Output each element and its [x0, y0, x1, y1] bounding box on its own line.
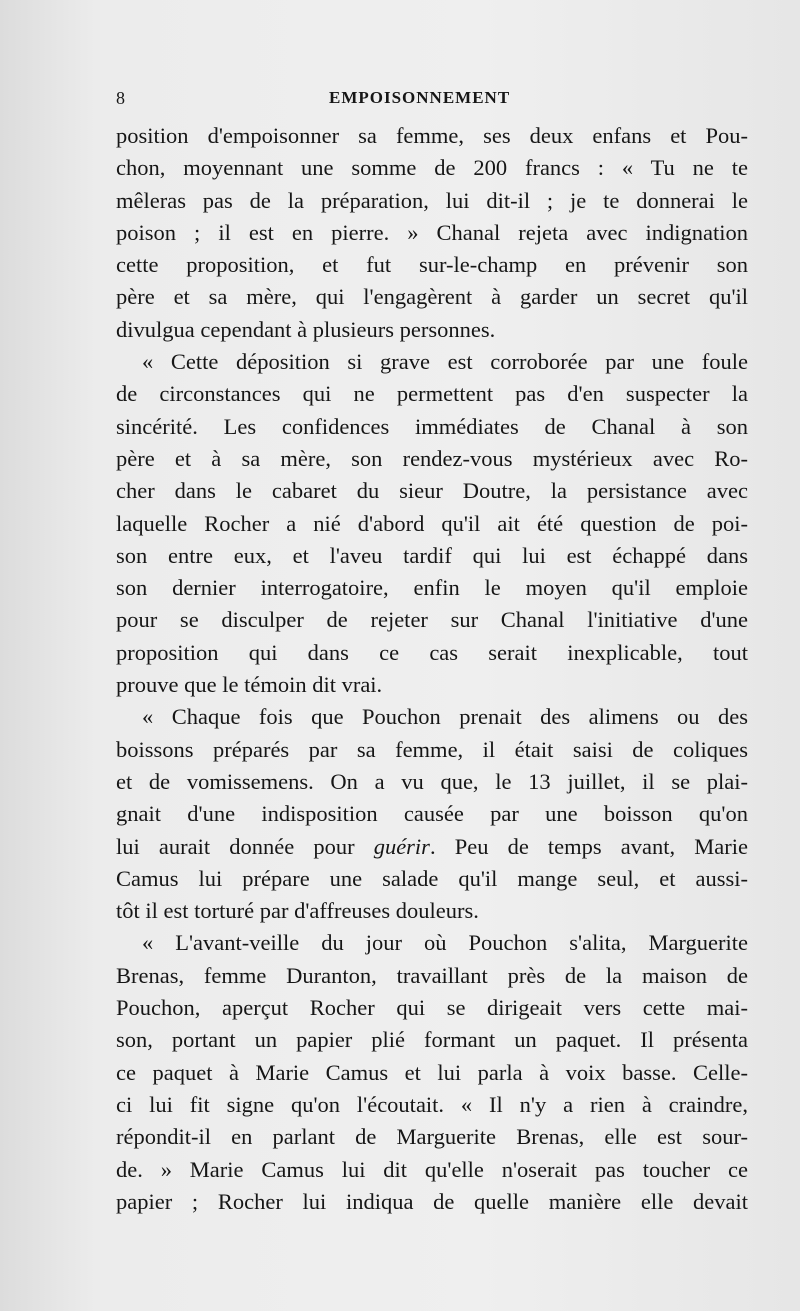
text-line: Camus lui prépare une salade qu'il mange seul, et aussi-	[116, 865, 748, 891]
text-line: proposition qui dans ce cas serait inexplicable, tout	[116, 639, 748, 665]
text-line: « Chaque fois que Pouchon prenait des alimens ou des	[142, 704, 748, 730]
text-line: père et à sa mère, son rendez-vous mystérieux avec Ro-	[116, 445, 748, 471]
text-line: « L'avant-veille du jour où Pouchon s'alita, Marguerite	[142, 930, 748, 956]
text-line: son dernier interrogatoire, enfin le moyen qu'il emploie	[116, 575, 748, 601]
paragraph	[116, 927, 748, 1218]
text-line: tôt il est torturé par d'affreuses douleurs.	[116, 898, 479, 924]
text-line: cette proposition, et fut sur-le-champ en prévenir son	[116, 252, 748, 278]
text-line: « Cette déposition si grave est corroborée par une foule	[142, 349, 748, 375]
text-line: son entre eux, et l'aveu tardif qui lui est échappé dans	[116, 542, 748, 568]
text-line: boissons préparés par sa femme, il était saisi de coliques	[116, 736, 748, 762]
text-line: divulgua cependant à plusieurs personnes.	[116, 316, 496, 342]
text-line: Brenas, femme Duranton, travaillant près de la maison de	[116, 962, 748, 988]
page-number: 8	[116, 88, 126, 108]
text-line: de. » Marie Camus lui dit qu'elle n'oserait pas toucher ce	[116, 1156, 748, 1182]
text-line: de circonstances qui ne permettent pas d'en suspecter la	[116, 381, 748, 407]
text-line: gnait d'une indisposition causée par une boisson qu'on	[116, 801, 748, 827]
paragraph	[116, 701, 748, 927]
text-line: lui aurait donnée pour guérir. Peu de temps avant, Marie	[116, 833, 748, 859]
text-line: répondit-il en parlant de Marguerite Brenas, elle est sour-	[116, 1124, 748, 1150]
paragraph	[116, 120, 748, 346]
running-title: EMPOISONNEMENT	[329, 88, 511, 107]
text-line: ce paquet à Marie Camus et lui parla à voix basse. Celle-	[116, 1059, 748, 1085]
page-body	[116, 120, 748, 1218]
text-line: poison ; il est en pierre. » Chanal rejeta avec indignation	[116, 219, 748, 245]
paragraph	[116, 346, 748, 701]
text-line: mêleras pas de la préparation, lui dit-il ; je te donnerai le	[116, 187, 748, 213]
text-line: pour se disculper de rejeter sur Chanal l'initiative d'une	[116, 607, 748, 633]
text-line: chon, moyennant une somme de 200 francs : « Tu ne te	[116, 155, 748, 181]
text-line: son, portant un papier plié formant un paquet. Il présenta	[116, 1027, 748, 1053]
text-line: et de vomissemens. On a vu que, le 13 juillet, il se plai-	[116, 768, 748, 794]
text-line: papier ; Rocher lui indiqua de quelle manière elle devait	[116, 1188, 748, 1214]
text-line: sincérité. Les confidences immédiates de Chanal à son	[116, 413, 748, 439]
text-line: position d'empoisonner sa femme, ses deux enfans et Pou-	[116, 123, 748, 148]
page-header	[116, 84, 746, 112]
text-line: père et sa mère, qui l'engagèrent à garder un secret qu'il	[116, 284, 748, 310]
text-line: cher dans le cabaret du sieur Doutre, la persistance avec	[116, 478, 748, 504]
text-line: Pouchon, aperçut Rocher qui se dirigeait vers cette mai-	[116, 995, 748, 1021]
text-line: prouve que le témoin dit vrai.	[116, 672, 383, 698]
text-line: laquelle Rocher a nié d'abord qu'il ait été question de poi-	[116, 510, 748, 536]
text-line: ci lui fit signe qu'on l'écoutait. « Il n'y a rien à craindre,	[116, 1091, 748, 1117]
